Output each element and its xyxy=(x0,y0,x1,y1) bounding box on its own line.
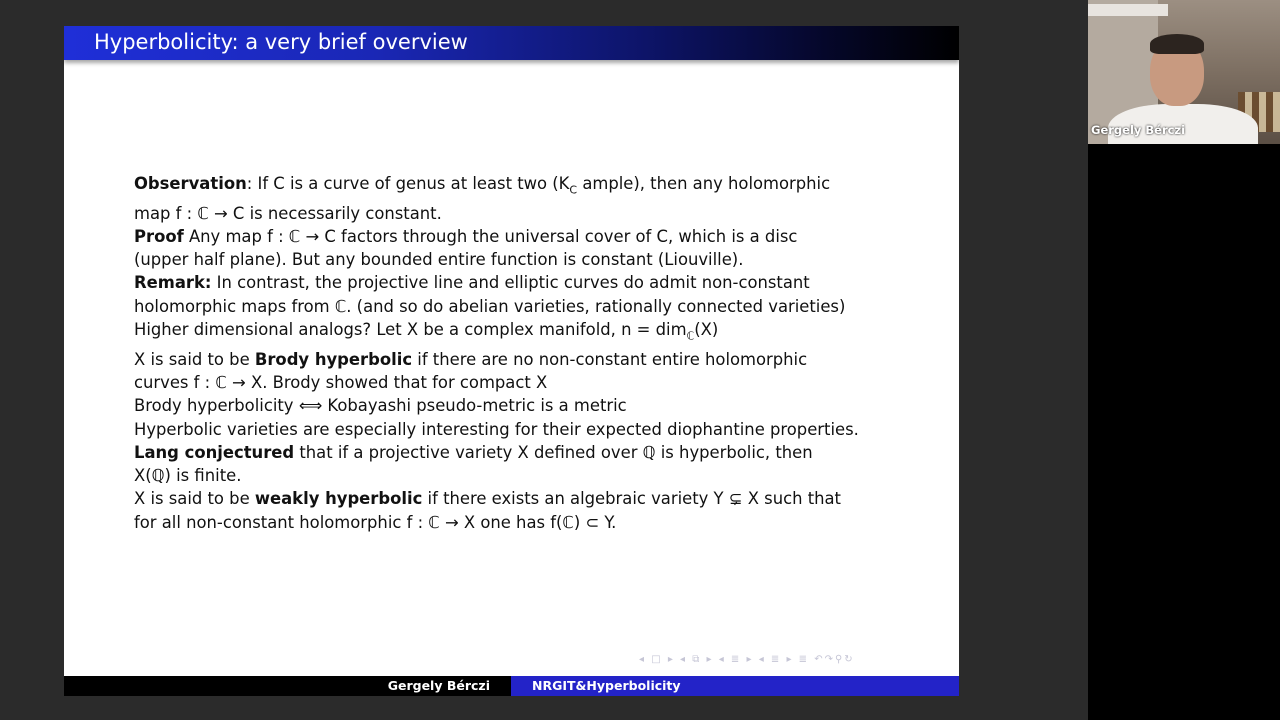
participant-video-tile[interactable] xyxy=(1088,0,1280,144)
footer-author: Gergely Bérczi xyxy=(64,676,511,696)
slide-body xyxy=(134,172,924,534)
slide-text-line xyxy=(134,295,924,318)
subscript: C xyxy=(569,183,578,197)
slide xyxy=(64,26,959,696)
text-segment: map f : ℂ → C is necessarily constant. xyxy=(134,203,442,223)
bold-term: Remark: xyxy=(134,273,212,293)
text-segment: In contrast, the projective line and elliptic curves do admit non-constant xyxy=(211,273,810,293)
slide-text-line xyxy=(134,418,924,441)
text-segment: if there exists an algebraic variety Y ⊊ X such that xyxy=(422,489,841,509)
bold-term: Lang conjectured xyxy=(134,442,295,462)
text-segment: (upper half plane). But any bounded entire function is constant (Liouville). xyxy=(134,250,744,270)
text-segment: X is said to be xyxy=(134,489,255,509)
text-segment: if there are no non-constant entire holomorphic xyxy=(412,349,808,369)
slide-text-line xyxy=(134,441,924,464)
slide-text-line xyxy=(134,511,924,534)
slide-title: Hyperbolicity: a very brief overview xyxy=(94,30,468,54)
text-segment: Any map f : ℂ → C factors through the universal cover of C, which is a disc xyxy=(183,226,798,246)
text-segment: Brody hyperbolicity ⟺ Kobayashi pseudo-metric is a metric xyxy=(134,396,627,416)
slide-footer xyxy=(64,676,959,696)
slide-text-line xyxy=(134,394,924,417)
text-segment: ample), then any holomorphic xyxy=(577,174,831,193)
participant-hair xyxy=(1150,34,1204,54)
bold-term: Proof xyxy=(134,226,184,246)
bold-term: Observation xyxy=(134,174,247,193)
slide-text-line xyxy=(134,248,924,271)
slide-title-bar xyxy=(64,26,959,60)
text-segment: for all non-constant holomorphic f : ℂ → X one has f(ℂ) ⊂ Y. xyxy=(134,512,617,532)
text-segment: Hyperbolic varieties are especially interesting for their expected diophantine properties. xyxy=(134,419,859,439)
beamer-navigation-icons[interactable]: ◂ □ ▸ ◂ ⧉ ▸ ◂ ≣ ▸ ◂ ≣ ▸ ≣ ↶↷⚲↻ xyxy=(639,654,855,665)
slide-text-line xyxy=(134,271,924,294)
video-background-shelf xyxy=(1088,4,1168,16)
slide-text-line xyxy=(134,318,924,348)
bold-term: Brody hyperbolic xyxy=(254,349,413,369)
text-segment: Higher dimensional analogs? Let X be a complex manifold, n = dim xyxy=(134,320,687,340)
slide-text-line xyxy=(134,202,924,225)
text-segment: curves f : ℂ → X. Brody showed that for compact X xyxy=(134,372,548,392)
text-segment: (X) xyxy=(694,320,719,340)
text-segment: : If C is a curve of genus at least two (K xyxy=(246,174,570,193)
slide-text-line xyxy=(134,464,924,487)
slide-text-line xyxy=(134,172,924,202)
slide-text-line xyxy=(134,225,924,248)
text-segment: X is said to be xyxy=(134,349,255,369)
text-segment: that if a projective variety X defined over ℚ is hyperbolic, then xyxy=(294,442,813,462)
slide-text-line xyxy=(134,371,924,394)
slide-text-line xyxy=(134,348,924,371)
participant-name-label: Gergely Bérczi xyxy=(1091,123,1186,137)
text-segment: X(ℚ) is finite. xyxy=(134,466,242,486)
slide-text-line xyxy=(134,487,924,510)
video-panel xyxy=(1088,0,1280,720)
bold-term: weakly hyperbolic xyxy=(254,489,423,509)
subscript: ℂ xyxy=(686,329,695,343)
footer-short-title: NRGIT&Hyperbolicity xyxy=(511,676,959,696)
text-segment: holomorphic maps from ℂ. (and so do abelian varieties, rationally connected varieties) xyxy=(134,296,846,316)
